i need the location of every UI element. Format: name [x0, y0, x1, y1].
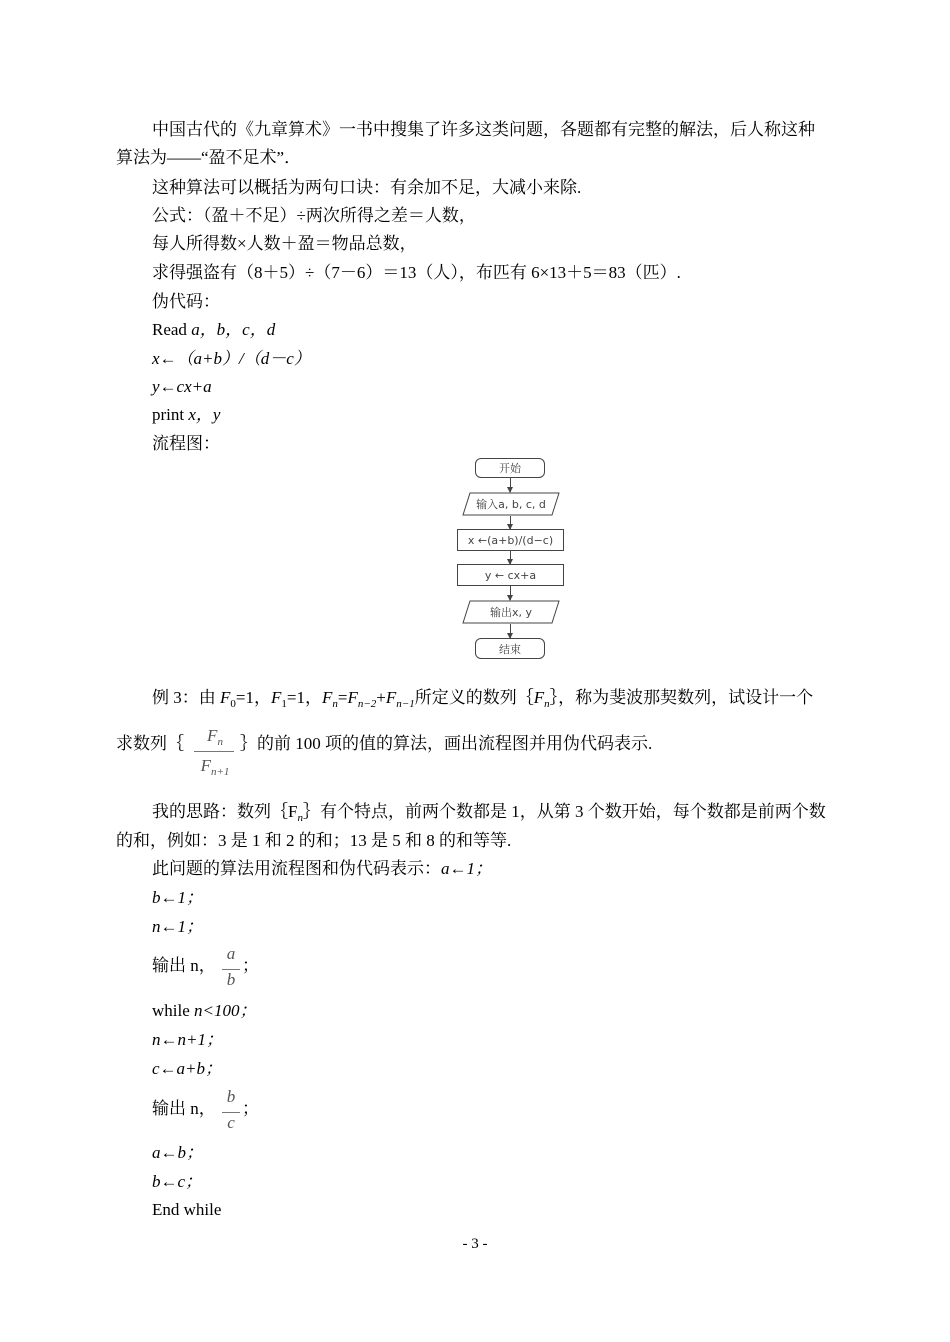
flowchart-heading: 流程图： — [152, 434, 220, 453]
flowchart-arrow-3 — [510, 551, 511, 564]
example3-line-1: 例 3：由 $F_0=1$，$F_1=1$，$F_n=F_{n-2}+F_{n-1}$所定义的数列$\{F_n\}$，称为斐波那契数列，试设计一个 — [152, 688, 814, 710]
flowchart-start: 开始 — [475, 458, 545, 478]
fraction-b-denominator: b — [226, 970, 236, 989]
code-b-init: b←1； — [152, 888, 203, 907]
intro-line-2: 算法为——“盈不足术”． — [116, 148, 302, 167]
code-print-keyword: print — [152, 405, 189, 424]
code-n-inc: n←n+1； — [152, 1030, 223, 1049]
code-while: while n<100； — [152, 1001, 257, 1020]
code-b-assign: b←c； — [152, 1172, 203, 1191]
flowchart-end: 结束 — [475, 638, 545, 659]
code-print-vars: x，y — [188, 405, 221, 424]
flowchart-input: 输入a, b, c, d — [476, 498, 546, 511]
result-line: 求得强盗有（8＋5）÷（7－6）＝13（人），布匹有 6×13＋5＝83（匹）. — [152, 263, 681, 282]
code-a-assign: a←b； — [152, 1143, 203, 1162]
code-end-while: End while — [152, 1200, 222, 1219]
page-number: - 3 - — [462, 1236, 488, 1252]
code-output-bc-pre: 输出 n， — [152, 1099, 216, 1118]
code-read-keyword: Read — [152, 320, 192, 339]
mnemonic-line: 这种算法可以概括为两句口诀：有余加不足，大减小来除. — [152, 178, 582, 197]
thinking-line-2: 的和，例如：3 是 1 和 2 的和；13 是 5 和 8 的和等等. — [116, 831, 512, 850]
fraction-b-numerator: b — [226, 1087, 236, 1106]
flowchart-step-x: x ←(a+b)/(d−c) — [457, 529, 564, 551]
intro-line-1: 中国古代的《九章算术》一书中搜集了许多这类问题，各题都有完整的解法，后人称这种 — [152, 120, 815, 139]
example3-line-2-pre: 求数列｛ — [116, 734, 184, 753]
code-assign-y: y←cx+a — [152, 377, 212, 396]
pseudocode-heading: 伪代码： — [152, 292, 220, 311]
flowchart-step-y: y ← cx+a — [457, 564, 564, 586]
thinking-line-3: 此问题的算法用流程图和伪代码表示：a←1； — [152, 859, 492, 878]
code-n-init: n←1； — [152, 917, 203, 936]
code-read-line — [152, 318, 275, 342]
fraction-a-numerator: a — [226, 944, 236, 963]
code-c-sum: c←a+b； — [152, 1059, 223, 1078]
flowchart-arrow-2 — [510, 516, 511, 529]
example3-text-a: 所定义的数列｛ — [414, 688, 534, 707]
flowchart-arrow-1 — [510, 478, 511, 492]
flowchart-arrow-5 — [510, 624, 511, 638]
thinking-line-1: 我的思路：数列$\{F_n\}$有个特点，前两个数都是 1，从第 3 个数开始，每个数都是前两个数 — [152, 802, 826, 824]
code-read-vars: a，b，c，d — [191, 320, 276, 339]
fraction-numerator: $F_n$ — [207, 726, 223, 748]
fraction-denominator: $F_{n+1}$ — [200, 756, 230, 778]
fraction-bar — [194, 751, 234, 752]
example3-text-b: ｝，称为斐波那契数列，试设计一个 — [549, 688, 814, 707]
formula-line-1: 公式：（盈＋不足）÷两次所得之差＝人数， — [152, 206, 476, 225]
code-output-ab-post: ； — [242, 956, 259, 975]
fraction-c-denominator: c — [227, 1113, 235, 1132]
code-output-bc-post: ； — [242, 1099, 259, 1118]
code-output-ab-pre: 输出 n， — [152, 956, 216, 975]
code-assign-x: x←（a+b）/（d－c） — [152, 349, 311, 368]
flowchart-arrow-4 — [510, 586, 511, 600]
example3-line-2-post: ｝的前 100 项的值的算法，画出流程图并用伪代码表示. — [240, 734, 653, 753]
code-print-line — [152, 403, 220, 427]
flowchart-output: 输出x, y — [489, 606, 532, 619]
example3-label: 例 3：由 — [152, 688, 220, 707]
formula-line-2: 每人所得数×人数＋盈＝物品总数， — [152, 234, 417, 253]
